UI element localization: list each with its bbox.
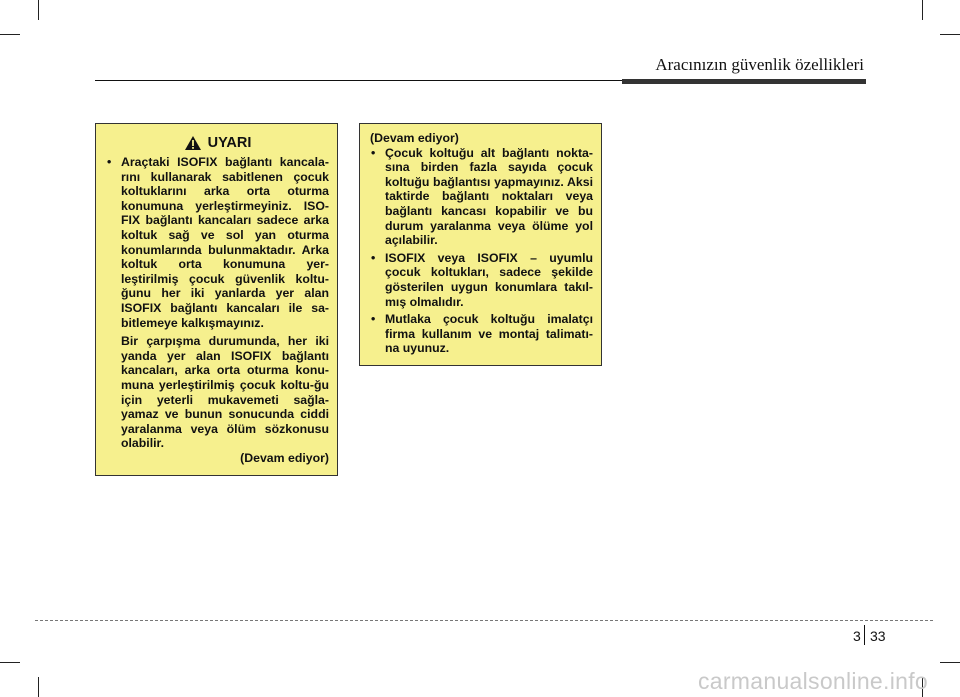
- warning-title: UYARI: [207, 134, 252, 151]
- crop-mark: [0, 34, 20, 35]
- warning-item-text: Araçtaki ISOFIX bağlantı kancala-rını kullanarak sabitlenen çocuk koltuklarını arka orta oturma konumuna yerleştirmeyiniz. ISO-FIX bağlantı kancaları sadece arka koltuk sağ ve sol yan oturma konumlarında bulunmaktadır. Arka koltuk orta konumuna yer-leştirilmiş çocuk güvenlik koltu-ğunu her iki yanlarda yer alan ISOFIX bağlantı kancaları ile sa-bitlemeye kalkışmayınız.: [121, 155, 329, 330]
- crop-mark: [38, 0, 39, 20]
- bullet: •: [371, 250, 376, 265]
- crop-mark: [922, 0, 923, 20]
- continued-label: (Devam ediyor): [370, 131, 459, 145]
- bullet: •: [107, 155, 112, 169]
- section-title: Aracınızın güvenlik özellikleri: [655, 55, 864, 74]
- footer-rule: [35, 620, 933, 621]
- list-item: [370, 251, 593, 309]
- crop-mark: [940, 34, 960, 35]
- list-item-text: Mutlaka çocuk koltuğu imalatçı firma kullanım ve montaj talimatı-na uyunuz.: [385, 312, 593, 356]
- bullet: •: [371, 312, 376, 327]
- list-item-text: ISOFIX veya ISOFIX – uyumlu çocuk koltukları, sadece şekilde gösterilen uygun konumlara takıl-mış olmalıdır.: [385, 250, 593, 309]
- warning-item: [106, 155, 329, 330]
- warning-item-paragraph: Bir çarpışma durumunda, her iki yanda yer alan ISOFIX bağlantı kancaları, arka orta oturma konu-muna yerleştirilmiş çocuk koltu-ğu için yeterli mukavemeti sağla-yamaz ve bunun sonucunda ciddi yaralanma veya ölüm sözkonusu olabilir.: [121, 334, 329, 451]
- crop-mark: [940, 662, 960, 663]
- page-number: 33: [870, 628, 886, 644]
- header-accent-bar: [622, 79, 866, 84]
- list-item-text: Çocuk koltuğu alt bağlantı nokta-sına birden fazla sayıda çocuk koltuğu bağlantısı yapmayınız. Aksi taktirde bağlantı noktaları veya bağlantı kancası kopabilir ve bu durum yaralanma veya ölüme yol açılabilir.: [385, 145, 593, 248]
- crop-mark: [0, 662, 20, 663]
- warning-heading: [106, 135, 329, 151]
- warning-triangle-icon: [184, 135, 202, 151]
- list-item: [370, 312, 593, 356]
- bullet: •: [371, 145, 376, 160]
- watermark: carmanualsonline.info: [697, 668, 928, 694]
- crop-mark: [38, 677, 39, 697]
- list-item: [370, 146, 593, 248]
- continued-label: (Devam ediyor): [240, 450, 329, 465]
- chapter-number: 3: [853, 628, 861, 644]
- page-number-divider: [864, 625, 865, 645]
- continued-warning-box: [359, 123, 602, 366]
- warning-box: [95, 123, 338, 476]
